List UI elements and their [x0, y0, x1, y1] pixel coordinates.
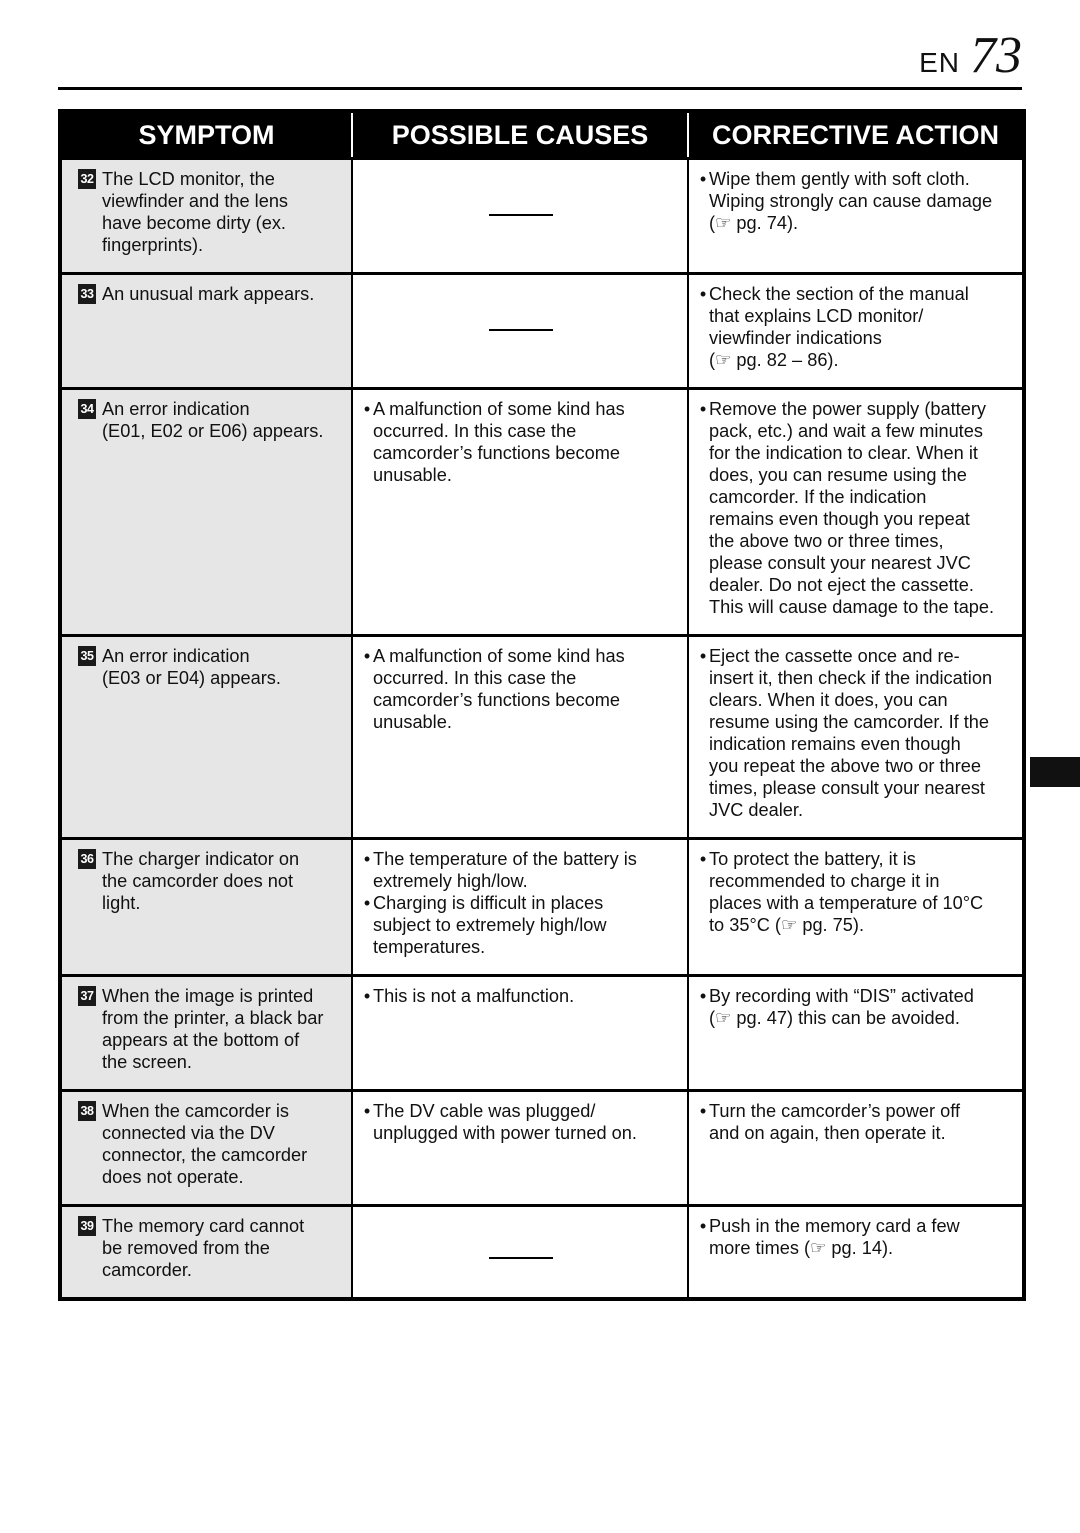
possible-causes-cell	[352, 1206, 688, 1300]
section-tab-marker	[1030, 757, 1080, 787]
table-row	[60, 274, 1024, 389]
action-text: Turn the camcorder’s power off and on again, then operate it.	[709, 1101, 961, 1143]
bullet-mark: •	[699, 1216, 707, 1236]
bullet-mark: •	[363, 849, 371, 869]
table-row	[60, 389, 1024, 636]
action-bullet-item	[697, 985, 1016, 1029]
action-text: Push in the memory card a few more times (☞ pg. 14).	[709, 1216, 960, 1258]
bullet-mark: •	[699, 986, 707, 1006]
symptom-cell	[60, 636, 352, 839]
action-bullet-item	[697, 168, 1016, 234]
troubleshooting-table	[58, 109, 1026, 1301]
bullet-mark: •	[363, 1101, 371, 1121]
item-number-badge: 35	[78, 646, 96, 666]
symptom-cell	[60, 976, 352, 1091]
possible-causes-cell	[352, 839, 688, 976]
cause-text: The temperature of the battery is extremely high/low.	[373, 849, 637, 891]
table-row	[60, 839, 1024, 976]
page-header	[919, 27, 1022, 84]
action-bullet-item	[697, 1100, 1016, 1144]
bullet-mark: •	[699, 169, 707, 189]
language-label: EN	[919, 47, 960, 78]
no-cause-dash	[489, 214, 553, 216]
possible-causes-cell	[352, 389, 688, 636]
symptom-cell	[60, 159, 352, 274]
action-text: To protect the battery, it is recommended to charge it in places with a temperature of 10°C to 35°C (☞ pg. 75).	[709, 849, 984, 935]
symptom-text: An unusual mark appears.	[102, 284, 315, 304]
symptom-text: The memory card cannot be removed from the camcorder.	[102, 1216, 305, 1280]
symptom-text: When the image is printed from the printer, a black bar appears at the bottom of the screen.	[102, 986, 324, 1072]
symptom-cell	[60, 274, 352, 389]
corrective-action-cell	[688, 1206, 1024, 1300]
possible-causes-cell	[352, 159, 688, 274]
item-number-badge: 37	[78, 986, 96, 1006]
possible-causes-header: POSSIBLE CAUSES	[352, 111, 688, 159]
symptom-cell	[60, 839, 352, 976]
cause-bullet-item	[361, 1100, 681, 1144]
bullet-mark: •	[363, 399, 371, 419]
no-cause-dash	[489, 1257, 553, 1259]
symptom-text: The charger indicator on the camcorder does not light.	[102, 849, 300, 913]
table-header-row	[60, 111, 1024, 159]
symptom-text: When the camcorder is connected via the DV connector, the camcorder does not operate.	[102, 1101, 308, 1187]
cause-text: Charging is difficult in places subject to extremely high/low temperatures.	[373, 893, 607, 957]
page-number: 73	[970, 27, 1022, 84]
cause-text: This is not a malfunction.	[373, 986, 575, 1006]
symptom-text: An error indication (E03 or E04) appears.	[102, 646, 281, 688]
item-number-badge: 36	[78, 849, 96, 869]
corrective-action-cell	[688, 274, 1024, 389]
table-row	[60, 1206, 1024, 1300]
symptom-text: The LCD monitor, the viewfinder and the lens have become dirty (ex. fingerprints).	[102, 169, 289, 255]
symptom-cell	[60, 389, 352, 636]
table-row	[60, 1091, 1024, 1206]
cause-bullet-item	[361, 892, 681, 958]
action-text: Wipe them gently with soft cloth. Wiping strongly can cause damage (☞ pg. 74).	[709, 169, 993, 233]
bullet-mark: •	[699, 1101, 707, 1121]
bullet-mark: •	[363, 893, 371, 913]
item-number-badge: 38	[78, 1101, 96, 1121]
possible-causes-cell	[352, 976, 688, 1091]
bullet-mark: •	[699, 849, 707, 869]
cause-bullet-item	[361, 985, 681, 1007]
symptom-header: SYMPTOM	[60, 111, 352, 159]
cause-text: The DV cable was plugged/ unplugged with power turned on.	[373, 1101, 637, 1143]
cause-text: A malfunction of some kind has occurred. In this case the camcorder’s functions become unusable.	[373, 646, 625, 732]
corrective-action-cell	[688, 1091, 1024, 1206]
symptom-text: An error indication (E01, E02 or E06) appears.	[102, 399, 324, 441]
bullet-mark: •	[699, 284, 707, 304]
possible-causes-cell	[352, 274, 688, 389]
bullet-mark: •	[699, 646, 707, 666]
action-bullet-item	[697, 283, 1016, 371]
action-bullet-item	[697, 848, 1016, 936]
possible-causes-cell	[352, 1091, 688, 1206]
table-row	[60, 636, 1024, 839]
corrective-action-cell	[688, 636, 1024, 839]
cause-bullet-item	[361, 398, 681, 486]
header-rule	[58, 87, 1022, 90]
action-bullet-item	[697, 398, 1016, 618]
corrective-action-header: CORRECTIVE ACTION	[688, 111, 1024, 159]
action-bullet-item	[697, 1215, 1016, 1259]
table-row	[60, 976, 1024, 1091]
action-text: Eject the cassette once and re- insert it, then check if the indication clears. When it does, you can resume using the camcorder. If the indication remains even though you repeat the above two or three times, please consult your nearest JVC dealer.	[709, 646, 993, 820]
cause-bullet-item	[361, 645, 681, 733]
bullet-mark: •	[363, 986, 371, 1006]
cause-text: A malfunction of some kind has occurred. In this case the camcorder’s functions become unusable.	[373, 399, 625, 485]
possible-causes-cell	[352, 636, 688, 839]
item-number-badge: 32	[78, 169, 96, 189]
action-bullet-item	[697, 645, 1016, 821]
item-number-badge: 34	[78, 399, 96, 419]
no-cause-dash	[489, 329, 553, 331]
table-row	[60, 159, 1024, 274]
corrective-action-cell	[688, 389, 1024, 636]
cause-bullet-item	[361, 848, 681, 892]
action-text: Check the section of the manual that explains LCD monitor/ viewfinder indications (☞ pg. 82 – 86).	[709, 284, 969, 370]
item-number-badge: 39	[78, 1216, 96, 1236]
corrective-action-cell	[688, 839, 1024, 976]
corrective-action-cell	[688, 159, 1024, 274]
bullet-mark: •	[699, 399, 707, 419]
symptom-cell	[60, 1206, 352, 1300]
table-body	[60, 159, 1024, 1300]
corrective-action-cell	[688, 976, 1024, 1091]
action-text: By recording with “DIS” activated (☞ pg. 47) this can be avoided.	[709, 986, 974, 1028]
bullet-mark: •	[363, 646, 371, 666]
item-number-badge: 33	[78, 284, 96, 304]
action-text: Remove the power supply (battery pack, etc.) and wait a few minutes for the indication to clear. When it does, you can resume using the camcorder. If the indication remains even though you repeat the above two or three times, please consult your nearest JVC dealer. Do not eject the cassette. This will cause damage to the tape.	[709, 399, 995, 617]
symptom-cell	[60, 1091, 352, 1206]
